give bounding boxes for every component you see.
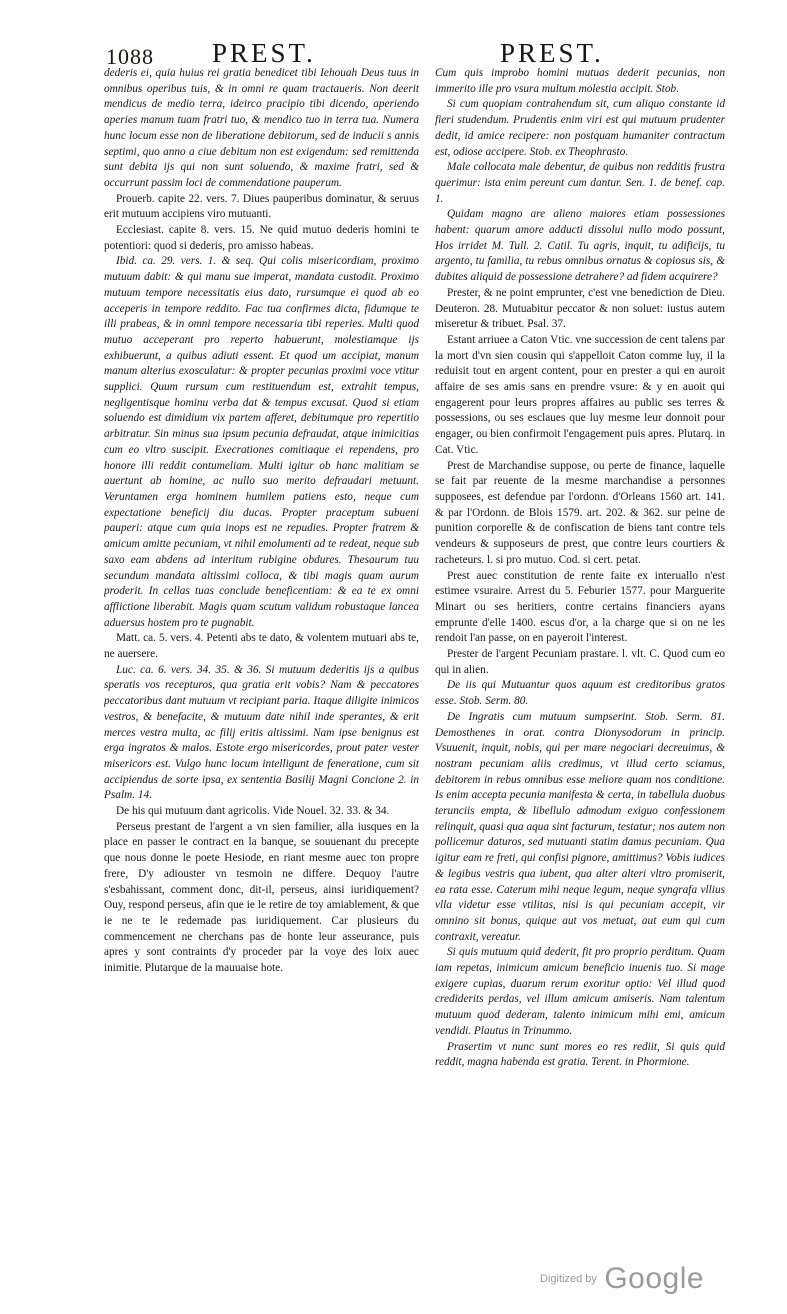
paragraph: De Ingratis cum mutuum sumpserint. Stob. Serm. 81. Demosthenes in orat. contra Dionysodorum in princip. Vsuuenit, inquit, nobis, qui per mare negociari decreuimus, & nostram pecuniam aliis credimus, vt illud certo sciamus, debitorem in rebus omnibus esse meliore quam nos conditione. Is enim accepta pecunia manifesta & certa, in tabellula duobus terunciis empta, & libellulo admodum exiguo confessionem relinquit, quasi qua aqua sint facturum, testatur; nos autem non pollicemur daturos, sed mutuanti statim damus pecuniam. Qua igitur eam re freti, qui confisi pignore, amittimus? Vobis iudices & legibus vestris qua iubent, qua alter alteri vltro promiserit, ea rata esse. Caterum mihi neque legum, neque syngrafa vllius vlla videtur esse vtilitas, nisi is qui pecuniam accepit, vir omnino sit bonus, quique aut vos metuat, aut eum qui cum contraxit, vereatur. <box>435 710 725 943</box>
paragraph: Prest de Marchandise suppose, ou perte de finance, laquelle se fait par reuente de la mesme marchandise a personnes supposees, est defendue par l'ordonn. d'Orleans 1560 art. 141. & par l'Ordonn. de Blois 1579. art. 202. & 362. sur peine de punition corporelle & de confiscation de biens tant contre tels vendeurs & supposeurs de prest, que contre leurs courtiers & racheteurs. l. si pro mutuo. Cod. si cert. petat. <box>435 459 725 566</box>
paragraph: Prest auec constitution de rente faite ex interuallo n'est estimee vsuraire. Arrest du 5. Feburier 1577. pour Marguerite Minart ou ses heritiers, contre certains financiers ayans emprunte d'elle 1400. escus d'or, a la charge que si on ne les rendoit l'an passe, on en payeroit l'interest. <box>435 569 725 645</box>
right-text-column <box>435 66 725 1266</box>
paragraph: Si cum quopiam contrahendum sit, cum aliquo constante id fieri studendum. Prudentis enim viri est qui mutuum prudenter dedit, id amice recipere: non postquam humaniter contractum est, odiose accipere. Stob. ex Theophrasto. <box>435 98 725 158</box>
paragraph: Matt. ca. 5. vers. 4. Petenti abs te dato, & volentem mutuari abs te, ne auersere. <box>104 632 419 661</box>
paragraph: De iis qui Mutuantur quos aquum est creditoribus gratos esse. Stob. Serm. 80. <box>435 679 725 708</box>
left-text-column <box>104 66 419 1266</box>
paragraph: Ecclesiast. capite 8. vers. 15. Ne quid mutuo dederis homini te potentiori: quod si dederis, pro amisso habeas. <box>104 224 419 252</box>
running-head-left: PREST. <box>212 38 316 68</box>
paragraph: Male collocata male debentur, de quibus non redditis frustra querimur: ista enim pereunt cum dantur. Sen. 1. de benef. cap. 1. <box>435 161 725 205</box>
page-number: 1088 <box>106 44 154 69</box>
paragraph: Perseus prestant de l'argent a vn sien familier, alla iusques en la place en passer le contract en la banque, se souuenant du precepte que nous donne le poete Hesiode, en riant mesme auec ton propre frere, D'y adiouster vn tesmoin ne differe. Dequoy l'autre s'esbahissant, comment donc, dit-il, perseus, ainsi iuridiquement? Ouy, respond perseus, afin que ie le retire de toy amiablement, & que ie ne te le redemade pas iuridiquement. Car plusieurs du commencement ne cherchans pas de honte leur asseurance, puis apres y sont contraints d'y proceder par la voye des loix auec inimitie. Plutarque de la mauuaise hote. <box>104 820 419 975</box>
paragraph: dederis ei, quia huius rei gratia benedicet tibi Iehouah Deus tuus in omnibus operibus tuis, & in omni re quam tractaueris. Non deerit mendicus de medio terra, ideirco pracipio tibi dicendo, aperiendo aperies manum tuam fratri tuo, & mendico tuo in terra tua. Numera hunc locum esse non de liberatione debitorum, sed de inducii s annis septimi, quo anno a ciue debitum non est exigendum: sed remittenda sunt debita ijs qui non sunt soluendo, & maxime fratri, sed & occurrunt passim loci de commendatione pauperum. <box>104 67 419 189</box>
paragraph: Luc. ca. 6. vers. 34. 35. & 36. Si mutuum dederitis ijs a quibus speratis vos recepturos, qua gratia erit vobis? Nam & peccatores peccatoribus dant mutuum vt recipiant paria. Itaque diligite inimicos vestros, & benefacite, & mutuum date nihil inde sperantes, & erit merces vestra multa, ac filij eritis altissimi. Nam ipse benignus est erga ingratos & malos. Estote ergo misericordes, prout pater vester misericors est. Vulgo hunc locum intelligunt de feneratione, cum sit accipiendus de sorte ipsa, ex sententia Basilij Magni Concione 2. in Psalm. 14. <box>104 663 419 802</box>
digitized-by-google-watermark <box>540 1262 704 1296</box>
paragraph: Prester de l'argent Pecuniam prastare. l. vlt. C. Quod cum eo qui in alien. <box>435 648 725 676</box>
paragraph: Prester, & ne point emprunter, c'est vne benediction de Dieu. Deuteron. 28. Mutuabitur peccator & non soluet: iustus autem miseretur & tribuet. Psal. 37. <box>435 286 725 331</box>
running-head-right: PREST. <box>500 38 604 68</box>
digitized-by-label: Digitized by <box>540 1273 597 1285</box>
paragraph: Quidam magno are alieno maiores etiam possessiones habent: quarum amore adducti dissolui nullo modo possunt, Hos irridet M. Tull. 2. Catil. Tu agris, inquit, tu adificijs, tu argento, tu familia, tu rebus omnibus ornatus & copiosus sis, & dubites aliquid de possessione detrahere? ad fidem acquirere? <box>435 208 725 284</box>
paragraph: Cum quis improbo homini mutuas dederit pecunias, non immerito ille pro vsura multum molestia accipit. Stob. <box>435 67 725 95</box>
paragraph: Si quis mutuum quid dederit, fit pro proprio perditum. Quam iam repetas, inimicum amicum beneficio inuenis tuo. Si mage exigere cupias, duarum rerum exoritur optio: Vel illud quod crediderits perdas, vel illum amicum amiseris. Nam talentum mutuum quod dederam, talento inimicum mihi emi, amicum vendidi. Plautus in Trinummo. <box>435 946 725 1037</box>
paragraph: Estant arriuee a Caton Vtic. vne succession de cent talens par la mort d'vn sien cousin qui s'appelloit Caton comme luy, il la reduisit tout en argent content, pour en prester a qui en auroit affaire de ses amis sans en prendre vsure: & y en auoit qui engagerent pour leurs propres affaires au public ses terres & possessions, ou ses esclaues que luy mesme leur donnoit pour engager, ou bien confirmoit l'engagement puis apres. Plutarq. in Cat. Vtic. <box>435 333 725 456</box>
paragraph: De his qui mutuum dant agricolis. Vide Nouel. 32. 33. & 34. <box>116 805 390 818</box>
google-logo: Google <box>604 1262 705 1295</box>
paragraph: Ibid. ca. 29. vers. 1. & seq. Qui colis misericordiam, proximo mutuum dabit: & qui manu sue imperat, mandata custodit. Proximo mutuum tempore necessitatis eius dato, rursumque ei quod ab eo acceperis in tempore reddito. Fac tua confirmes dicta, fidumque te illi prabeas, & in omni tempore necessaria tibi reperies. Multi quod mutuo acceperant pro reperto habuerunt, molestiamque ijs exhibuerunt, a quibus adiuti essent. Et quod um accipiat, manum manum alterius exosculatur: & propter pecunias proximi voce vtitur supplici. Quum rursum cum restituendum est, extrahit tempus, negligentisque hominu verba dat & tempus excusat. Quod si etiam soluendo est dimidium vix partem afferet, debitumque pro repertitio arbitratur. Sin minus sua ipsum pecunia defraudat, atque inimicitias cum eo vltro suscipit. Execrationes comitiaque ei rependens, pro honore illi reddit contumeliam. Multi igitur ob hanc malitiam se auertunt ab homine, ac nullo suo merito defraudari metuunt. Veruntamen erga hominem humilem patiens esto, neque cum expectatione beneficij diu ducas. Propter praceptum subueni pauperi: atque cum quia inops est ne repudies. Propter fratrem & amicum amitte pecuniam, vt nihil emolumenti ad te redeat, neque sub saxo eam abdens ad interitum rubigine obdures. Thesaurum tuu secundum mandata altissimi colloca, & tibi magis quam aurum proderit. In cellas tuas conclude beneficentiam: & ea te ex omni afflictione liberabit. Magis quam scutum validum robustaque lancea aduersus hostem pro te pugnabit. <box>104 255 419 629</box>
paragraph: Prasertim vt nunc sunt mores eo res rediit, Si quis quid reddit, magna habenda est gratia. Terent. in Phormione. <box>435 1040 725 1069</box>
paragraph: Prouerb. capite 22. vers. 7. Diues pauperibus dominatur, & seruus erit mutuum accipiens viro mutuanti. <box>104 192 419 221</box>
